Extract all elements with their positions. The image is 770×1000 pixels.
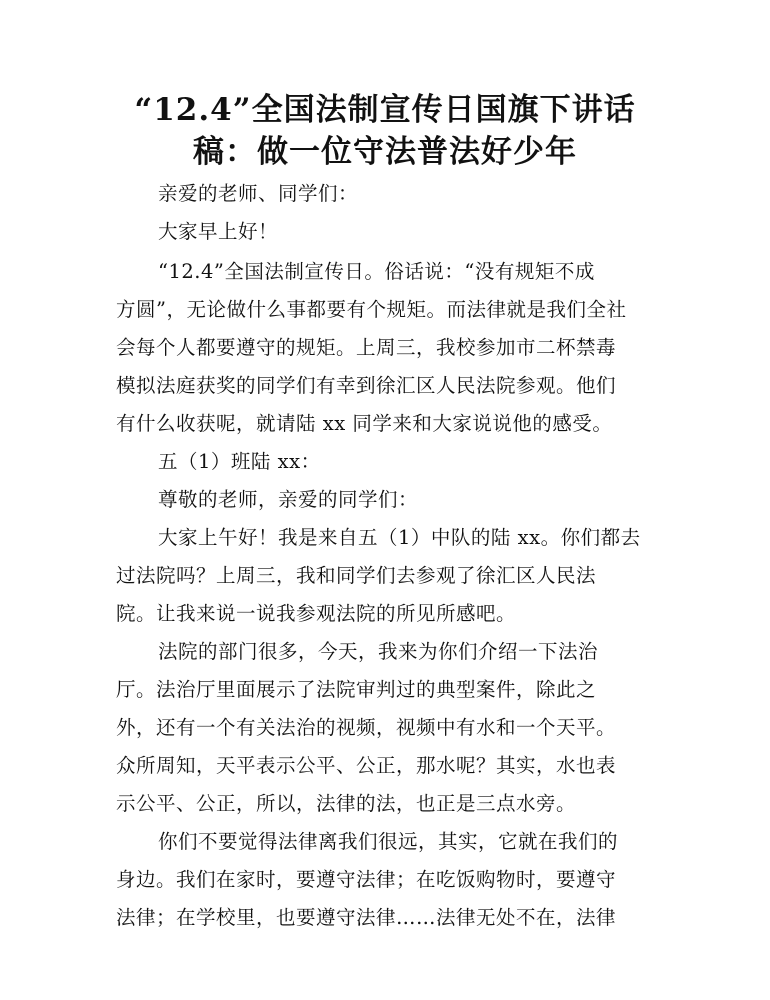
- document-title-line-2: 稿：做一位守法普法好少年: [193, 134, 577, 170]
- paragraph-line: 厅。法治厅里面展示了法院审判过的典型案件，除此之: [116, 678, 597, 701]
- paragraph-line: 法院的部门很多，今天，我来为你们介绍一下法治: [158, 640, 599, 663]
- document-title-line-1: “12.4”全国法制宣传日国旗下讲话: [134, 92, 636, 128]
- paragraph-line: 院。让我来说一说我参观法院的所见所感吧。: [116, 602, 517, 625]
- greeting-line: 亲爱的老师、同学们：: [158, 182, 359, 205]
- paragraph-line: 有什么收获呢，就请陆 xx 同学来和大家说说他的感受。: [116, 412, 613, 435]
- paragraph-line: 身边。我们在家时，要遵守法律；在吃饭购物时，要遵守: [116, 868, 617, 891]
- paragraph-line: 会每个人都要遵守的规矩。上周三，我校参加市二杯禁毒: [116, 336, 617, 359]
- paragraph-line: 法律；在学校里，也要遵守法律……法律无处不在，法律: [116, 906, 617, 929]
- paragraph-line: 外，还有一个有关法治的视频，视频中有水和一个天平。: [116, 716, 617, 739]
- paragraph-line: “12.4”全国法制宣传日。俗话说：“没有规矩不成: [158, 260, 595, 283]
- paragraph-line: 众所周知，天平表示公平、公正，那水呢？其实，水也表: [116, 754, 617, 777]
- paragraph-line: 大家上午好！我是来自五（1）中队的陆 xx。你们都去: [158, 526, 641, 549]
- paragraph-line: 示公平、公正，所以，法律的法，也正是三点水旁。: [116, 792, 577, 815]
- paragraph-line: 模拟法庭获奖的同学们有幸到徐汇区人民法院参观。他们: [116, 374, 617, 397]
- salutation-line: 尊敬的老师，亲爱的同学们：: [158, 488, 419, 511]
- speaker-line: 五（1）班陆 xx：: [158, 450, 321, 473]
- morning-greeting-line: 大家早上好！: [158, 220, 279, 243]
- paragraph-line: 你们不要觉得法律离我们很远，其实，它就在我们的: [158, 830, 619, 853]
- paragraph-line: 方圆”，无论做什么事都要有个规矩。而法律就是我们全社: [116, 298, 627, 321]
- paragraph-line: 过法院吗？上周三，我和同学们去参观了徐汇区人民法: [116, 564, 597, 587]
